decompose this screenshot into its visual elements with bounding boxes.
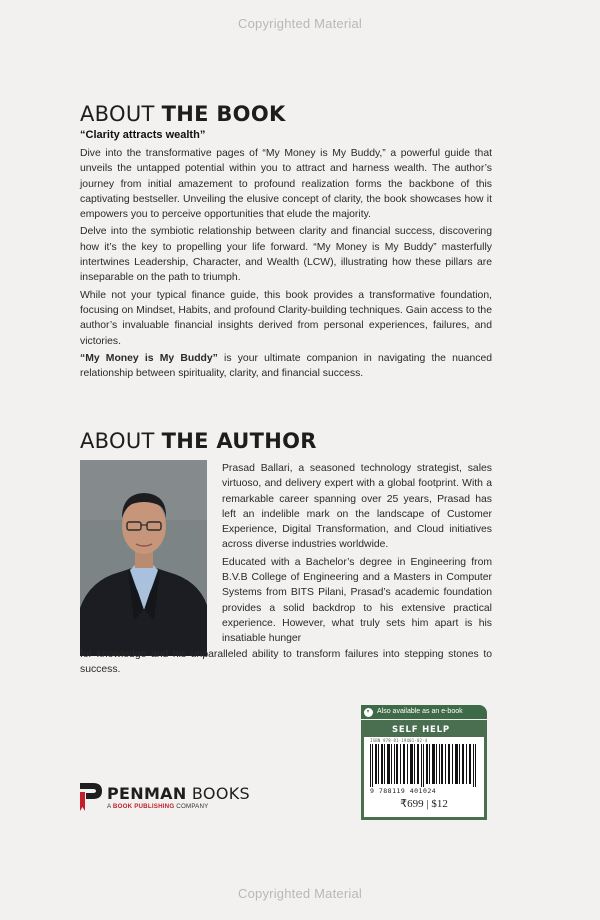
about-author-heading (80, 431, 492, 452)
barcode-icon (370, 744, 478, 787)
author-paragraph: Prasad Ballari, a seasoned technology strategist, sales virtuoso, and delivery expert with a global footprint. With a remarkable career spanning over 25 years, Prasad has left an indelible mark on the landscape of Customer Experience, Digital Transformation, and Cloud initiatives across diverse industries worldwide. (222, 463, 492, 551)
barcode-panel (361, 720, 487, 820)
publisher-name (107, 784, 250, 803)
book-description (80, 146, 492, 383)
publisher-name-light: BOOKS (186, 784, 250, 803)
author-paragraph: Educated with a Bachelor’s degree in Engineering from B.V.B College of Engineering and a Masters in Computer Systems from BITS Pilani, Prasad’s academic foundation provides a solid backdrop to his extensive practical experience. However, what truly sets him apart is his insatiable hunger (222, 556, 492, 645)
book-title-inline: “My Money is My Buddy” (80, 352, 218, 364)
heading-light-text: ABOUT (80, 429, 162, 453)
book-paragraph: Delve into the symbiotic relationship between clarity and financial success, discovering how it’s the key to propelling your life forward. “My Money is My Buddy” masterfully intertwines Leadership, Character, and Wealth (LCW), illustrating how these pillars are inseparable on the path to triumph. (80, 226, 492, 284)
book-paragraph: While not your typical finance guide, this book provides a transformative foundation, focusing on Mindset, Habits, and profound Clarity-building techniques. Gain access to the author’s invaluable financial insights derived from personal experiences, failures, and victories. (80, 289, 492, 347)
book-tagline: “Clarity attracts wealth” (80, 129, 206, 141)
about-book-heading (80, 104, 492, 125)
copyright-watermark-top: Copyrighted Material (238, 16, 362, 31)
tagline-part: A (107, 803, 113, 810)
isbn-digits: 9 788119 401024 (370, 787, 437, 795)
isbn-text: ISBN 978-81-19401-02-4 (370, 738, 428, 743)
publisher-tagline (107, 803, 209, 810)
heading-bold-text: THE AUTHOR (161, 429, 317, 453)
closing-text: is your ultimate companion in navigating the nuanced relationship between spirituality, clarity, and financial success. (80, 352, 492, 380)
ebook-availability-badge (361, 705, 487, 719)
heading-light-text: ABOUT (80, 102, 162, 126)
genre-label: SELF HELP (364, 723, 484, 737)
ebook-badge-text: Also available as an e-book (377, 708, 463, 715)
price-label: ₹699 | $12 (400, 798, 448, 810)
author-paragraph-continued: for knowledge and his unparalleled ability to transform failures into stepping stones to success. (80, 648, 492, 675)
copyright-watermark-bottom: Copyrighted Material (238, 886, 362, 901)
publisher-name-bold: PENMAN (107, 784, 187, 803)
heading-bold-text: THE BOOK (161, 102, 286, 126)
tagline-highlight: BOOK PUBLISHING (112, 803, 175, 810)
tagline-part: COMPANY (174, 803, 209, 810)
download-icon (364, 708, 373, 717)
author-biography (80, 461, 492, 677)
book-paragraph: Dive into the transformative pages of “My Money is My Buddy,” a powerful guide that unveils the untapped potential within you to attract and harness wealth. The author’s journey from initial amazement to profound realization forms the backbone of this captivating bestseller. Unveiling the elusive concept of clarity, the book showcases how it empowers you to perceive opportunities that elude the majority. (80, 148, 492, 221)
book-closing-paragraph (80, 351, 492, 382)
penman-logo-icon (80, 783, 102, 811)
